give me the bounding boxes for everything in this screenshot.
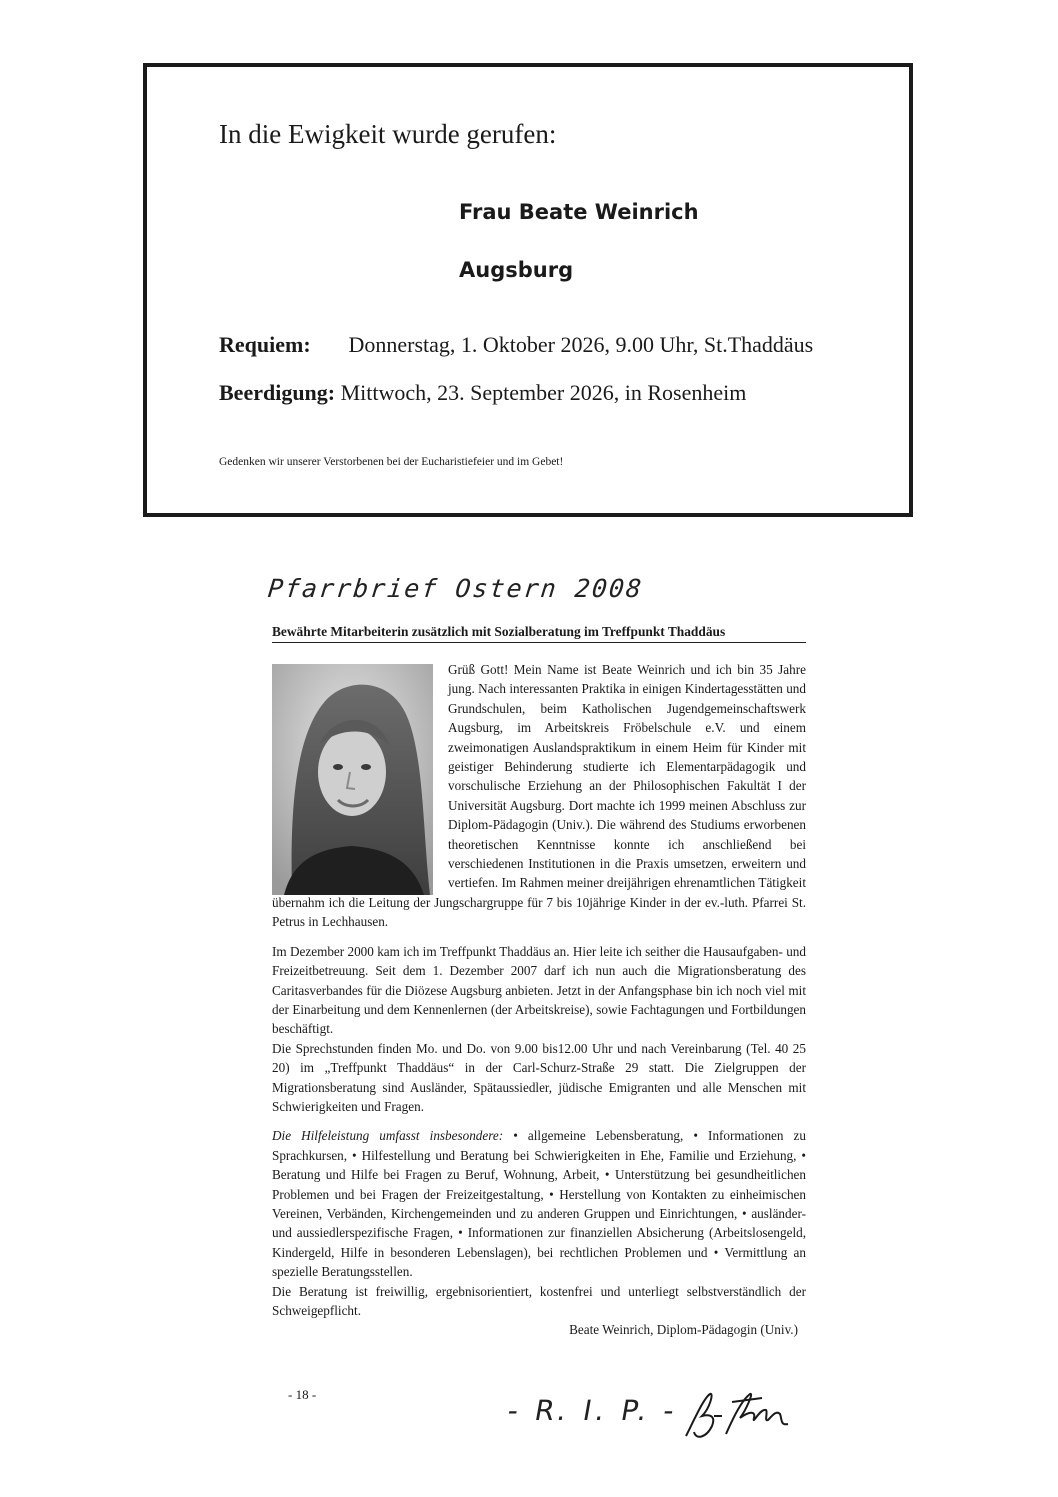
death-notice-box [143,63,913,517]
services-list: • allgemeine Lebensberatung, • Informationen zu Sprachkursen, • Hilfestellung und Beratung bei Schwierigkeiten in Ehe, Familie und Erziehung, • Beratung und Hilfe bei Fragen zu Beruf, Wohnung, Arbeit, • Unterstützung bei gesundheitlichen Problemen und bei Fragen der Freizeitgestaltung, • Herstellung von Kontakten zu einheimischen Vereinen, Verbänden, Kirchengemeinden und zu anderen Gruppen und Einrichtungen, • ausländer- und aussiedlerspezifische Fragen, • Informationen zur finanziellen Absicherung (Arbeitslosengeld, Kindergeld, Hilfe in besonderen Lebenslagen), bei rechtlichen Problemen und • Vermittlung an spezielle Beratungsstellen. [272,1128,807,1280]
burial-row [219,380,746,406]
requiem-details: Donnerstag, 1. Oktober 2026, 9.00 Uhr, St.Thaddäus [348,332,814,357]
article-paragraph: Im Dezember 2000 kam ich im Treffpunkt Thaddäus an. Hier leite ich seither die Hausaufgaben- und Freizeitbetreuung. Seit dem 1. Dezember 2007 darf ich nun auch die Migrationsberatung des Caritasverbandes für die Diözese Augsburg anbieten. Jetzt in der Anfangsphase bin ich noch viel mit der Einarbeitung und dem Kennenlernen (der Arbeitskreise), sowie Fachtagungen und Fortbildungen beschäftigt. [272,943,806,1037]
memorial-note: Gedenken wir unserer Verstorbenen bei der Eucharistiefeier und im Gebet! [219,456,564,468]
page-number: - 18 - [288,1387,317,1402]
article-paragraph: Grüß Gott! Mein Name ist Beate Weinrich und ich bin 35 Jahre jung. Nach interessanten Praktika in einigen Kindertagesstätten und Grundschulen, beim Katholischen Jugendgemeinschaftswerk Augsburg, im Arbeitskreis Fröbelschule e.V. und einem zweimonatigen Auslandspraktikum in einem Heim für Kinder mit geistiger Behinderung studierte ich Elementarpädagogik und vorschulische Erziehung an der Philosophischen Fakultät I der Universität Augsburg. Dort machte ich 1999 meinen Abschluss zur Diplom-Pädagogin (Univ.). Die während des Studiums erworbenen theoretischen Kenntnisse konnte ich anschließend bei verschiedenen Institutionen in die Praxis umsetzen, erweitern und vertiefen. Im Rahmen meiner dreijährigen ehrenamtlichen Tätigkeit übernahm ich die Leitung der Jungschargruppe für 7 bis 10jährige Kinder in der ev.-luth. Pfarrei St. Petrus in Lechhausen. [272,662,806,930]
rip-note: - R. I. P. - [505,1394,681,1427]
services-intro: Die Hilfeleistung umfasst insbesondere: [272,1128,504,1144]
burial-label: Beerdigung: [219,380,336,405]
closing-text: Die Beratung ist freiwillig, ergebnisorientiert, kostenfrei und unterliegt selbstverständlich der Schweigepflicht. [272,1283,806,1318]
burial-details: Mittwoch, 23. September 2026, in Rosenheim [340,380,747,405]
article-paragraph: Die Sprechstunden finden Mo. und Do. von 9.00 bis12.00 Uhr und nach Vereinbarung (Tel. 40 25 20) im „Treffpunkt Thaddäus“ in der Carl-Schurz-Straße 29 statt. Die Zielgruppen der Migrationsberatung sind Ausländer, Spätaussiedler, jüdische Emigranten und alle Menschen mit Schwierigkeiten und Fragen. [272,1040,806,1114]
requiem-row [219,332,813,358]
handwritten-signature [676,1386,796,1442]
deceased-city: Augsburg [459,258,574,282]
closing-paragraph [272,1282,806,1321]
requiem-label: Requiem: [219,332,311,357]
services-paragraph [272,1126,806,1281]
article-body [272,660,806,1340]
portrait-spacer [272,660,448,886]
article-headline: Bewährte Mitarbeiterin zusätzlich mit Sozialberatung im Treffpunkt Thaddäus [272,624,806,643]
handwritten-title: Pfarrbrief Ostern 2008 [266,574,645,603]
notice-heading: In die Ewigkeit wurde gerufen: [219,119,557,149]
author-signature-line [272,1320,798,1339]
author-signature: Beate Weinrich, Diplom-Pädagogin (Univ.) [569,1322,798,1338]
deceased-name: Frau Beate Weinrich [459,200,699,224]
